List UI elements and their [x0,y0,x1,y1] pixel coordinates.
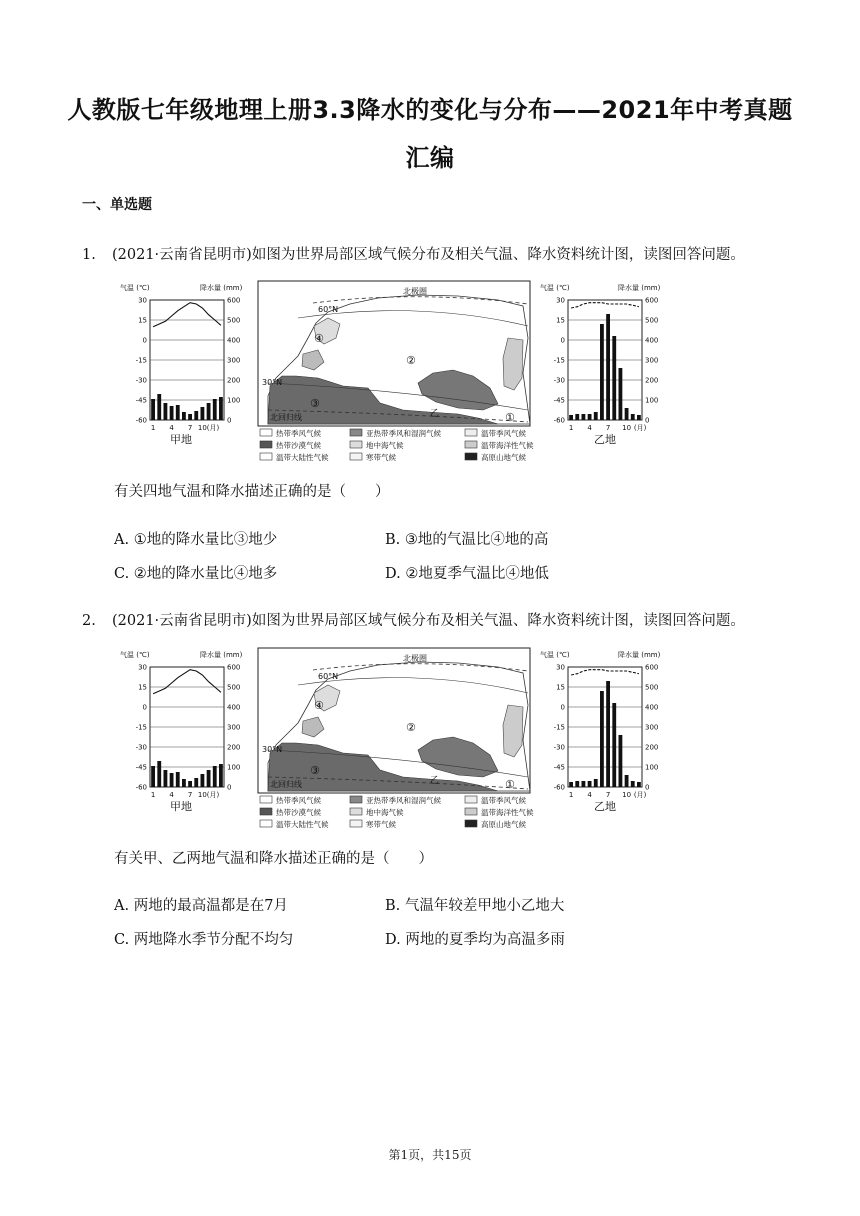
legend-swatch [260,453,272,460]
month-tick-label: 7 [605,791,611,799]
temp-tick-label: -45 [135,763,147,772]
precip-bar [213,399,217,420]
legend-label: 亚热带季风和湿润气候 [366,429,441,438]
point-4-label: ④ [314,699,324,712]
month-tick-label: 10(月) [197,424,220,432]
legend-swatch [465,441,477,448]
question-2-stem: 有关甲、乙两地气温和降水描述正确的是（ ） [114,851,433,867]
precip-bar [188,781,192,787]
legend-swatch [260,441,272,448]
precip-bar [588,414,592,420]
temp-axis-label: 气温 (℃) [540,651,570,659]
map-legend [260,795,534,829]
legend-label: 高原山地气候 [481,453,526,462]
precip-axis-label: 降水量 (mm) [618,651,661,659]
precip-tick-label: 0 [645,416,650,425]
temp-tick-label: 15 [138,316,147,325]
precip-bar [151,766,155,787]
precip-bar [207,403,211,420]
legend-label: 热带沙漠气候 [276,808,321,817]
chart-station-name: 甲地 [170,800,192,813]
temp-tick-label: 0 [142,336,147,345]
legend-label: 温带大陆性气候 [276,820,329,829]
legend-label: 热带季风气候 [276,429,321,438]
precip-bar [176,772,180,787]
temp-tick-label: 30 [138,663,147,672]
page-footer: 第1页，共15页 [388,1148,472,1162]
arctic-circle-label: 北极圈 [403,654,427,663]
precip-bar [612,703,616,787]
precip-bar [606,314,610,420]
temp-tick-label: -30 [135,376,147,385]
point-yi-label: 乙 [430,409,440,419]
question-1-option-d[interactable]: D. ②地夏季气温比④地低 [385,566,549,582]
precip-bar [619,735,623,787]
precip-axis-label: 降水量 (mm) [200,651,243,659]
legend-swatch [260,808,272,815]
legend-label: 亚热带季风和湿润气候 [366,796,441,805]
tropic-label: 北回归线 [270,413,302,422]
precip-bar [575,781,579,787]
precip-bar [575,414,579,420]
legend-swatch [465,808,477,815]
legend-label: 热带季风气候 [276,796,321,805]
precip-tick-label: 300 [645,356,659,365]
point-3-label: ③ [310,764,320,777]
temp-tick-label: 15 [556,683,565,692]
month-tick-label: 4 [587,424,592,432]
precip-tick-label: 100 [645,396,659,405]
precip-tick-label: 100 [645,763,659,772]
temp-tick-label: -60 [553,416,565,425]
climate-chart-yi [540,283,661,446]
precip-tick-label: 400 [227,703,241,712]
precip-tick-label: 500 [227,683,241,692]
precip-bar [164,770,168,787]
legend-swatch [350,808,362,815]
precip-bar [219,397,223,420]
question-2-option-b[interactable]: B. 气温年较差甲地小乙地大 [385,898,565,914]
legend-label: 地中海气候 [366,441,404,450]
climate-chart-jia [120,283,243,446]
legend-label: 温带海洋性气候 [481,808,534,817]
legend-swatch [260,820,272,827]
legend-label: 高原山地气候 [481,820,526,829]
precip-bar [569,782,573,787]
legend-label: 地中海气候 [366,808,404,817]
temp-tick-label: -30 [135,743,147,752]
precip-bar [194,778,198,787]
temp-tick-label: 0 [560,703,565,712]
precip-bar [625,408,629,420]
temp-tick-label: 0 [560,336,565,345]
legend-swatch [465,820,477,827]
point-2-label: ② [406,354,416,367]
lat-30-label: 30°N [262,378,283,387]
question-2-option-c[interactable]: C. 两地降水季节分配不均匀 [114,932,294,948]
precip-bar [176,405,180,420]
question-1-option-c[interactable]: C. ②地的降水量比④地多 [114,566,278,582]
precip-tick-label: 100 [227,763,241,772]
arctic-circle-label: 北极圈 [403,287,427,296]
temp-tick-label: 30 [556,296,565,305]
precip-bar [594,412,598,420]
precip-tick-label: 200 [227,743,241,752]
temp-tick-label: -15 [135,723,147,732]
month-tick-label: 10(月) [197,791,220,799]
legend-swatch [350,453,362,460]
precip-bar [213,766,217,787]
precip-tick-label: 400 [645,336,659,345]
legend-swatch [465,453,477,460]
point-3-label: ③ [310,397,320,410]
precip-bar [182,779,186,787]
precip-bar [182,412,186,420]
precip-axis-label: 降水量 (mm) [618,284,661,292]
precip-bar [194,411,198,420]
legend-swatch [350,820,362,827]
precip-tick-label: 500 [645,683,659,692]
temperature-line [153,303,221,327]
precip-bar [207,770,211,787]
month-tick-label: 1 [568,791,574,799]
page-title: 人教版七年级地理上册3.3降水的变化与分布——2021年中考真题汇编 [67,96,793,172]
legend-swatch [465,429,477,436]
precip-tick-label: 300 [227,723,241,732]
temp-tick-label: 0 [142,703,147,712]
month-tick-label: 4 [587,791,592,799]
point-2-label: ② [406,721,416,734]
legend-swatch [350,441,362,448]
legend-label: 温带季风气候 [481,796,526,805]
legend-swatch [350,429,362,436]
question-2-option-d[interactable]: D. 两地的夏季均为高温多雨 [385,932,565,948]
precip-tick-label: 400 [645,703,659,712]
month-tick-label: 7 [187,791,193,799]
chart-station-name: 乙地 [594,433,616,446]
month-tick-label: 1 [150,791,156,799]
temp-tick-label: -45 [135,396,147,405]
precip-tick-label: 100 [227,396,241,405]
temp-tick-label: 15 [556,316,565,325]
precip-tick-label: 300 [227,356,241,365]
precip-bar [600,691,604,787]
temp-tick-label: -15 [135,356,147,365]
precip-bar [619,368,623,420]
point-1-label: ① [505,411,515,424]
precip-bar [157,394,161,420]
figure-1 [118,278,673,468]
question-1-header [82,243,745,264]
month-tick-label: (月) [633,424,647,432]
question-2-number: 2. [82,613,96,629]
question-2-option-a[interactable]: A. 两地的最高温都是在7月 [114,898,288,914]
precip-bar [188,414,192,420]
precip-bar [631,781,635,787]
precip-bar [219,764,223,787]
figure-2 [118,645,673,835]
point-4-label: ④ [314,332,324,345]
temp-tick-label: 30 [138,296,147,305]
legend-label: 热带沙漠气候 [276,441,321,450]
temp-tick-label: -45 [553,763,565,772]
precip-tick-label: 400 [227,336,241,345]
chart-station-name: 甲地 [170,433,192,446]
point-yi-label: 乙 [430,776,440,786]
month-tick-label: 10 [622,424,632,432]
legend-label: 寒带气候 [366,820,396,829]
month-tick-label: 7 [187,424,193,432]
month-tick-label: 4 [169,791,174,799]
precip-tick-label: 0 [227,416,232,425]
question-1-option-b[interactable]: B. ③地的气温比④地的高 [385,532,549,548]
temp-tick-label: 30 [556,663,565,672]
month-tick-label: 1 [568,424,574,432]
temperature-line [571,303,639,308]
precip-axis-label: 降水量 (mm) [200,284,243,292]
precip-tick-label: 0 [645,783,650,792]
climate-chart-yi [540,650,661,813]
temp-tick-label: -15 [553,723,565,732]
precip-bar [157,761,161,787]
precip-bar [637,415,641,420]
question-1-source: (2021·云南省昆明市)如图为世界局部区域气候分布及相关气温、降水资料统计图，读图回答问题。 [112,247,745,263]
temperature-line [153,670,221,694]
temp-tick-label: -30 [553,743,565,752]
chart-station-name: 乙地 [594,800,616,813]
question-2-source: (2021·云南省昆明市)如图为世界局部区域气候分布及相关气温、降水资料统计图，读图回答问题。 [112,613,745,629]
precip-tick-label: 300 [645,723,659,732]
legend-label: 寒带气候 [366,453,396,462]
lat-60-label: 60°N [318,672,339,681]
legend-swatch [260,796,272,803]
month-tick-label: 7 [605,424,611,432]
question-1-number: 1. [82,247,96,263]
precip-bar [201,407,205,420]
precip-tick-label: 200 [227,376,241,385]
precip-bar [164,403,168,420]
precip-tick-label: 600 [645,296,659,305]
precip-tick-label: 600 [227,296,241,305]
temp-tick-label: -45 [553,396,565,405]
map-legend [260,428,534,462]
precip-tick-label: 500 [645,316,659,325]
precip-tick-label: 200 [645,376,659,385]
precip-bar [606,681,610,787]
precip-bar [637,782,641,787]
legend-label: 温带大陆性气候 [276,453,329,462]
climate-map [258,281,530,426]
month-tick-label: 4 [169,424,174,432]
precip-bar [588,781,592,787]
month-tick-label: 10 [622,791,632,799]
temp-tick-label: 15 [138,683,147,692]
temp-axis-label: 气温 (℃) [120,651,150,659]
question-1-stem: 有关四地气温和降水描述正确的是（ ） [114,484,390,500]
precip-tick-label: 200 [645,743,659,752]
temp-axis-label: 气温 (℃) [120,284,150,292]
precip-bar [600,324,604,420]
lat-60-label: 60°N [318,305,339,314]
precip-bar [201,774,205,787]
climate-map [258,648,530,793]
month-tick-label: 1 [150,424,156,432]
precip-bar [612,336,616,420]
precip-bar [151,399,155,420]
lat-30-label: 30°N [262,745,283,754]
precip-tick-label: 0 [227,783,232,792]
precip-bar [631,414,635,420]
precip-tick-label: 500 [227,316,241,325]
temp-tick-label: -60 [135,783,147,792]
legend-label: 温带海洋性气候 [481,441,534,450]
section-heading: 一、单选题 [82,197,152,213]
temperature-line [571,670,639,675]
question-1-option-a[interactable]: A. ①地的降水量比③地少 [114,532,278,548]
temp-tick-label: -60 [135,416,147,425]
legend-swatch [350,796,362,803]
temp-tick-label: -15 [553,356,565,365]
precip-bar [625,775,629,787]
climate-chart-jia [120,650,243,813]
precip-bar [582,414,586,420]
precip-bar [569,415,573,420]
legend-swatch [465,796,477,803]
precip-bar [170,406,174,420]
precip-bar [170,773,174,787]
tropic-label: 北回归线 [270,780,302,789]
legend-label: 温带季风气候 [481,429,526,438]
temp-tick-label: -30 [553,376,565,385]
temp-axis-label: 气温 (℃) [540,284,570,292]
precip-bar [582,781,586,787]
precip-bar [594,779,598,787]
question-2-header [82,609,745,630]
legend-swatch [260,429,272,436]
precip-tick-label: 600 [645,663,659,672]
point-1-label: ① [505,778,515,791]
precip-tick-label: 600 [227,663,241,672]
temp-tick-label: -60 [553,783,565,792]
month-tick-label: (月) [633,791,647,799]
